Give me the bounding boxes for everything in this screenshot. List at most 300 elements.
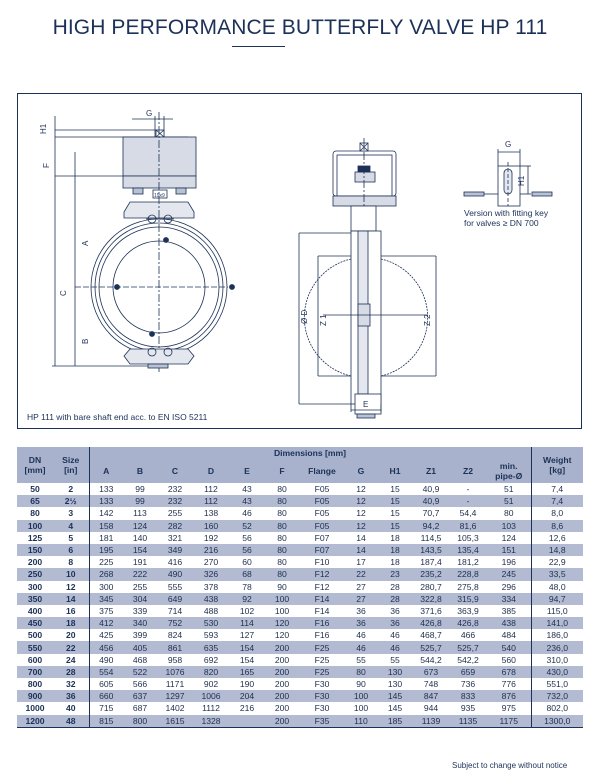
min-pipe-header-line-1: min.	[499, 461, 518, 471]
cell-z1: 114,5	[413, 532, 449, 544]
cell-size: 40	[53, 702, 89, 714]
cell-dn: 800	[17, 678, 53, 690]
cell-b: 140	[123, 532, 157, 544]
key-caption-line-2: for valves ≥ DN 700	[464, 218, 539, 228]
cell-z1: 673	[413, 666, 449, 678]
cell-flange: F05	[299, 483, 345, 495]
table-row	[17, 617, 583, 629]
cell-size: 18	[53, 617, 89, 629]
dim-label-h1: H1	[39, 123, 48, 134]
cell-a: 815	[89, 715, 123, 728]
cell-z1: 235,2	[413, 568, 449, 580]
table-row	[17, 654, 583, 666]
cell-z2: 466	[449, 629, 487, 641]
cell-z2: 736	[449, 678, 487, 690]
dim-label-z1: Z 1	[319, 314, 328, 326]
drawing-caption: HP 111 with bare shaft end acc. to EN ISO 5211	[27, 412, 208, 422]
cell-min-pipe: 103	[487, 520, 531, 532]
table-row	[17, 593, 583, 605]
table-row	[17, 556, 583, 568]
table-row	[17, 544, 583, 556]
cell-g: 90	[345, 678, 377, 690]
dim-label-b: B	[81, 338, 90, 344]
cell-h1: 55	[377, 654, 413, 666]
cell-c: 282	[157, 520, 193, 532]
cell-b: 566	[123, 678, 157, 690]
cell-d: 438	[193, 593, 229, 605]
cell-f: 80	[265, 520, 299, 532]
dn-header-line-1: DN	[28, 455, 42, 465]
cell-z1: 40,9	[413, 495, 449, 507]
cell-e: 154	[229, 641, 265, 653]
cell-e: 43	[229, 483, 265, 495]
cell-weight: 12,6	[531, 532, 583, 544]
cell-weight: 310,0	[531, 654, 583, 666]
cell-a: 490	[89, 654, 123, 666]
technical-drawing	[17, 93, 582, 429]
cell-flange: F16	[299, 617, 345, 629]
dim-label-z2: Z 2	[423, 314, 432, 326]
cell-dn: 1000	[17, 702, 53, 714]
cell-g: 14	[345, 544, 377, 556]
cell-h1: 18	[377, 532, 413, 544]
table-header-group-row	[17, 447, 583, 459]
cell-dn: 550	[17, 641, 53, 653]
cell-dn: 900	[17, 690, 53, 702]
cell-flange: F30	[299, 702, 345, 714]
table-row	[17, 532, 583, 544]
cell-c: 255	[157, 507, 193, 519]
cell-f: 80	[265, 556, 299, 568]
cell-z2: 54,4	[449, 507, 487, 519]
col-header-min-pipe	[487, 459, 531, 483]
cell-flange: F12	[299, 568, 345, 580]
cell-d: 593	[193, 629, 229, 641]
cell-flange: F05	[299, 520, 345, 532]
cell-min-pipe: 245	[487, 568, 531, 580]
cell-d: 270	[193, 556, 229, 568]
cell-a: 300	[89, 581, 123, 593]
cell-size: 22	[53, 641, 89, 653]
cell-d: 1006	[193, 690, 229, 702]
cell-g: 12	[345, 507, 377, 519]
cell-g: 12	[345, 483, 377, 495]
cell-f: 120	[265, 617, 299, 629]
dim-label-g: G	[146, 109, 153, 118]
cell-a: 375	[89, 605, 123, 617]
cell-f: 80	[265, 568, 299, 580]
cell-z1: 525,7	[413, 641, 449, 653]
cell-min-pipe: 151	[487, 544, 531, 556]
cell-d: 692	[193, 654, 229, 666]
cell-flange: F12	[299, 581, 345, 593]
cell-e: 216	[229, 702, 265, 714]
cell-b: 399	[123, 629, 157, 641]
cell-min-pipe: 438	[487, 617, 531, 629]
col-header-z2: Z2	[449, 459, 487, 483]
cell-flange: F30	[299, 678, 345, 690]
cell-f: 200	[265, 715, 299, 728]
cell-f: 100	[265, 593, 299, 605]
cell-g: 22	[345, 568, 377, 580]
cell-b: 113	[123, 507, 157, 519]
cell-h1: 15	[377, 495, 413, 507]
cell-z2: 935	[449, 702, 487, 714]
cell-size: 3	[53, 507, 89, 519]
cell-f: 80	[265, 532, 299, 544]
cell-weight: 551,0	[531, 678, 583, 690]
dim-label-f: F	[42, 163, 51, 168]
cell-min-pipe: 560	[487, 654, 531, 666]
cell-size: 28	[53, 666, 89, 678]
cell-flange: F35	[299, 715, 345, 728]
cell-d: 160	[193, 520, 229, 532]
cell-size: 5	[53, 532, 89, 544]
cell-e: 46	[229, 507, 265, 519]
cell-e: 43	[229, 495, 265, 507]
cell-b: 522	[123, 666, 157, 678]
cell-d: 635	[193, 641, 229, 653]
cell-e: 68	[229, 568, 265, 580]
cell-size: 20	[53, 629, 89, 641]
cell-c: 1297	[157, 690, 193, 702]
cell-flange: F05	[299, 507, 345, 519]
key-dim-label-h1: H1	[517, 175, 526, 186]
valve-drawing-svg	[18, 94, 583, 430]
cell-weight: 236,0	[531, 641, 583, 653]
cell-weight: 7,4	[531, 495, 583, 507]
cell-e: 78	[229, 581, 265, 593]
cell-z1: 187,4	[413, 556, 449, 568]
cell-z2: 81,6	[449, 520, 487, 532]
cell-c: 1076	[157, 666, 193, 678]
page-title: HIGH PERFORMANCE BUTTERFLY VALVE HP 111	[52, 16, 548, 39]
cell-weight: 94,7	[531, 593, 583, 605]
cell-min-pipe: 80	[487, 507, 531, 519]
cell-e	[229, 715, 265, 728]
cell-z1: 944	[413, 702, 449, 714]
table-row	[17, 568, 583, 580]
cell-h1: 15	[377, 483, 413, 495]
col-header-g: G	[345, 459, 377, 483]
cell-e: 154	[229, 654, 265, 666]
cell-b: 687	[123, 702, 157, 714]
cell-min-pipe: 51	[487, 483, 531, 495]
cell-dn: 200	[17, 556, 53, 568]
col-header-a: A	[89, 459, 123, 483]
cell-a: 225	[89, 556, 123, 568]
cell-f: 80	[265, 483, 299, 495]
key-dim-label-g: G	[505, 140, 512, 149]
cell-flange: F25	[299, 666, 345, 678]
cell-weight: 22,9	[531, 556, 583, 568]
cell-d: 820	[193, 666, 229, 678]
cell-h1: 185	[377, 715, 413, 728]
cell-c: 861	[157, 641, 193, 653]
weight-header-line-1: Weight	[543, 455, 572, 465]
cell-weight: 8,0	[531, 507, 583, 519]
cell-z2: 363,9	[449, 605, 487, 617]
cell-min-pipe: 975	[487, 702, 531, 714]
col-header-flange: Flange	[299, 459, 345, 483]
cell-c: 1402	[157, 702, 193, 714]
cell-dn: 300	[17, 581, 53, 593]
cell-d: 192	[193, 532, 229, 544]
cell-a: 605	[89, 678, 123, 690]
cell-c: 232	[157, 483, 193, 495]
cell-z2: 1135	[449, 715, 487, 728]
cell-e: 52	[229, 520, 265, 532]
cell-c: 555	[157, 581, 193, 593]
table-body	[17, 483, 583, 727]
cell-dn: 150	[17, 544, 53, 556]
cell-dn: 700	[17, 666, 53, 678]
cell-z2: 181,2	[449, 556, 487, 568]
cell-min-pipe: 776	[487, 678, 531, 690]
cell-dn: 400	[17, 605, 53, 617]
cell-h1: 130	[377, 678, 413, 690]
cell-z1: 847	[413, 690, 449, 702]
cell-z1: 70,7	[413, 507, 449, 519]
cell-weight: 1300,0	[531, 715, 583, 728]
table-row	[17, 581, 583, 593]
col-header-weight	[531, 447, 583, 483]
cell-b: 800	[123, 715, 157, 728]
cell-z2: 105,3	[449, 532, 487, 544]
col-header-z1: Z1	[413, 459, 449, 483]
cell-size: 10	[53, 568, 89, 580]
cell-f: 120	[265, 629, 299, 641]
cell-weight: 186,0	[531, 629, 583, 641]
fitting-key-detail	[464, 140, 552, 206]
cell-b: 339	[123, 605, 157, 617]
cell-a: 715	[89, 702, 123, 714]
cell-f: 80	[265, 495, 299, 507]
cell-f: 200	[265, 690, 299, 702]
cell-e: 204	[229, 690, 265, 702]
cell-d: 378	[193, 581, 229, 593]
footnote: Subject to change without notice	[452, 761, 568, 770]
cell-e: 127	[229, 629, 265, 641]
cell-min-pipe: 296	[487, 581, 531, 593]
cell-z1: 544,2	[413, 654, 449, 666]
cell-z1: 426,8	[413, 617, 449, 629]
cell-a: 554	[89, 666, 123, 678]
cell-dn: 250	[17, 568, 53, 580]
cell-dn: 50	[17, 483, 53, 495]
cell-c: 649	[157, 593, 193, 605]
cell-min-pipe: 196	[487, 556, 531, 568]
dn-header-line-2: [mm]	[24, 465, 46, 475]
cell-d: 1328	[193, 715, 229, 728]
cell-z2: 659	[449, 666, 487, 678]
cell-b: 191	[123, 556, 157, 568]
cell-c: 232	[157, 495, 193, 507]
cell-e: 165	[229, 666, 265, 678]
cell-g: 17	[345, 556, 377, 568]
cell-a: 412	[89, 617, 123, 629]
table-header-row	[17, 459, 583, 483]
cell-d: 138	[193, 507, 229, 519]
cell-z2: 135,4	[449, 544, 487, 556]
cell-f: 200	[265, 666, 299, 678]
cell-h1: 18	[377, 544, 413, 556]
cell-a: 133	[89, 483, 123, 495]
cell-min-pipe: 484	[487, 629, 531, 641]
cell-size: 16	[53, 605, 89, 617]
table-row	[17, 507, 583, 519]
col-header-b: B	[123, 459, 157, 483]
cell-h1: 15	[377, 507, 413, 519]
cell-d: 1112	[193, 702, 229, 714]
cell-size: 2	[53, 483, 89, 495]
cell-a: 425	[89, 629, 123, 641]
cell-b: 255	[123, 581, 157, 593]
cell-c: 824	[157, 629, 193, 641]
cell-z1: 322,8	[413, 593, 449, 605]
cell-g: 36	[345, 617, 377, 629]
col-header-e: E	[229, 459, 265, 483]
cell-h1: 46	[377, 641, 413, 653]
cell-d: 216	[193, 544, 229, 556]
cell-min-pipe: 51	[487, 495, 531, 507]
side-view	[299, 138, 436, 418]
cell-weight: 8,6	[531, 520, 583, 532]
cell-g: 12	[345, 520, 377, 532]
cell-c: 958	[157, 654, 193, 666]
cell-z1: 143,5	[413, 544, 449, 556]
cell-z2: 275,8	[449, 581, 487, 593]
cell-h1: 23	[377, 568, 413, 580]
dim-label-d: Ø D	[300, 309, 309, 324]
cell-e: 60	[229, 556, 265, 568]
cell-size: 32	[53, 678, 89, 690]
cell-flange: F25	[299, 654, 345, 666]
cell-z2: 315,9	[449, 593, 487, 605]
cell-min-pipe: 334	[487, 593, 531, 605]
cell-flange: F10	[299, 556, 345, 568]
cell-weight: 7,4	[531, 483, 583, 495]
cell-g: 55	[345, 654, 377, 666]
cell-a: 181	[89, 532, 123, 544]
cell-z1: 371,6	[413, 605, 449, 617]
cell-e: 92	[229, 593, 265, 605]
cell-h1: 145	[377, 690, 413, 702]
cell-b: 99	[123, 483, 157, 495]
cell-b: 340	[123, 617, 157, 629]
col-header-d: D	[193, 459, 229, 483]
cell-size: 2½	[53, 495, 89, 507]
table-row	[17, 715, 583, 728]
cell-f: 80	[265, 507, 299, 519]
cell-z2: 525,7	[449, 641, 487, 653]
cell-a: 268	[89, 568, 123, 580]
cell-b: 124	[123, 520, 157, 532]
cell-size: 14	[53, 593, 89, 605]
cell-flange: F25	[299, 641, 345, 653]
table-row	[17, 605, 583, 617]
dim-label-e: E	[363, 400, 369, 409]
cell-a: 660	[89, 690, 123, 702]
cell-e: 190	[229, 678, 265, 690]
cell-min-pipe: 678	[487, 666, 531, 678]
cell-flange: F30	[299, 690, 345, 702]
cell-z1: 1139	[413, 715, 449, 728]
cell-c: 416	[157, 556, 193, 568]
cell-d: 530	[193, 617, 229, 629]
cell-flange: F07	[299, 532, 345, 544]
cell-dn: 500	[17, 629, 53, 641]
cell-size: 48	[53, 715, 89, 728]
cell-dn: 450	[17, 617, 53, 629]
cell-g: 27	[345, 593, 377, 605]
cell-weight: 48,0	[531, 581, 583, 593]
cell-g: 36	[345, 605, 377, 617]
cell-d: 112	[193, 483, 229, 495]
cell-g: 14	[345, 532, 377, 544]
cell-z1: 280,7	[413, 581, 449, 593]
cell-g: 46	[345, 641, 377, 653]
col-header-h1: H1	[377, 459, 413, 483]
cell-c: 490	[157, 568, 193, 580]
cell-a: 195	[89, 544, 123, 556]
cell-h1: 28	[377, 593, 413, 605]
table-row	[17, 690, 583, 702]
cell-z2: 833	[449, 690, 487, 702]
cell-z1: 40,9	[413, 483, 449, 495]
cell-dn: 65	[17, 495, 53, 507]
cell-g: 12	[345, 495, 377, 507]
weight-header-line-2: [kg]	[549, 465, 566, 475]
cell-flange: F16	[299, 629, 345, 641]
cell-flange: F14	[299, 593, 345, 605]
cell-weight: 430,0	[531, 666, 583, 678]
key-caption-line-1: Version with fitting key	[464, 208, 549, 218]
cell-weight: 732,0	[531, 690, 583, 702]
cell-c: 321	[157, 532, 193, 544]
cell-h1: 145	[377, 702, 413, 714]
cell-h1: 36	[377, 617, 413, 629]
cell-z1: 748	[413, 678, 449, 690]
cell-min-pipe: 540	[487, 641, 531, 653]
cell-g: 110	[345, 715, 377, 728]
dim-label-c: C	[59, 290, 68, 296]
cell-b: 222	[123, 568, 157, 580]
table-row	[17, 641, 583, 653]
cell-h1: 46	[377, 629, 413, 641]
cell-b: 154	[123, 544, 157, 556]
cell-dn: 100	[17, 520, 53, 532]
cell-b: 405	[123, 641, 157, 653]
group-header-dimensions: Dimensions [mm]	[89, 447, 531, 459]
cell-size: 12	[53, 581, 89, 593]
svg-text:19x9: 19x9	[154, 193, 165, 199]
cell-f: 200	[265, 678, 299, 690]
col-header-size	[53, 447, 89, 483]
cell-flange: F07	[299, 544, 345, 556]
cell-z2: 542,2	[449, 654, 487, 666]
cell-f: 90	[265, 581, 299, 593]
cell-f: 200	[265, 654, 299, 666]
cell-h1: 28	[377, 581, 413, 593]
cell-h1: 15	[377, 520, 413, 532]
cell-b: 637	[123, 690, 157, 702]
cell-d: 488	[193, 605, 229, 617]
cell-g: 27	[345, 581, 377, 593]
cell-d: 326	[193, 568, 229, 580]
cell-h1: 130	[377, 666, 413, 678]
cell-a: 158	[89, 520, 123, 532]
